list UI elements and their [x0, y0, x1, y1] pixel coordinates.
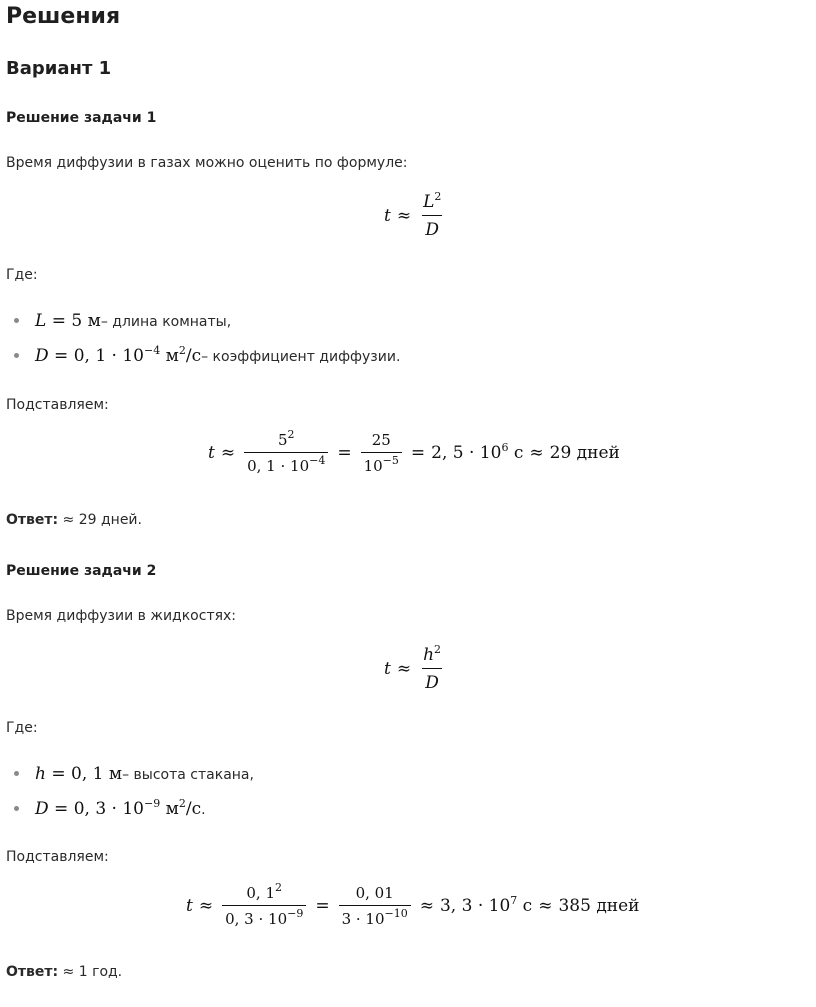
fraction-numerator: 0, 01 [355, 884, 394, 902]
item-var: h [35, 764, 46, 784]
denominator-value: 3 · 10 [341, 910, 385, 928]
item-unit: м [87, 311, 101, 331]
list-item [14, 799, 206, 819]
fraction-numerator [243, 881, 285, 905]
task1-where-label: Где: [6, 267, 38, 283]
unit-exponent: 2 [178, 344, 186, 357]
answer-label: Ответ: [6, 512, 59, 528]
calc-rel: ≈ [538, 896, 553, 916]
item-math [35, 346, 201, 366]
numerator-exponent: 2 [434, 643, 442, 656]
item-exponent: −9 [144, 797, 161, 810]
calc-rel: ≈ [198, 896, 214, 916]
item-exponent: −4 [144, 344, 161, 357]
task1-intro: Время диффузии в газах можно оценить по формуле: [6, 155, 408, 171]
task1-calculation [208, 428, 620, 475]
page-title: Решения [6, 4, 121, 29]
task1-heading: Решение задачи 1 [6, 110, 157, 126]
item-text: – коэффициент диффузии. [201, 349, 401, 365]
denominator-exponent: −5 [382, 454, 399, 467]
days-unit: дней [571, 443, 620, 463]
calc-days [558, 896, 639, 916]
calc-result [440, 896, 532, 916]
calc-result [431, 443, 523, 463]
numerator-base: h [423, 645, 435, 665]
item-unit: м [165, 799, 179, 819]
denominator-var: D [425, 220, 440, 240]
bullet-icon [14, 318, 19, 323]
task2-intro: Время диффузии в жидкостях: [6, 608, 237, 624]
fraction-denominator [339, 905, 411, 928]
calc-rel: = [315, 896, 330, 916]
task2-formula [384, 645, 447, 693]
calc-rel: ≈ [529, 443, 544, 463]
item-math [35, 311, 101, 331]
calc-rel: = [410, 443, 426, 463]
formula-fraction [420, 645, 444, 693]
task2-substitute-label: Подставляем: [6, 849, 109, 865]
bullet-icon [14, 771, 19, 776]
answer-value: ≈ 29 дней. [58, 512, 142, 528]
denominator-value: 0, 1 · 10 [247, 457, 310, 475]
item-value: 0, 1 [71, 764, 104, 784]
fraction-numerator: 25 [371, 431, 391, 449]
formula-fraction [420, 192, 444, 240]
result-value: 3, 3 · 10 [439, 896, 511, 916]
unit-tail: /с [185, 799, 202, 819]
list-item [14, 346, 400, 366]
denominator-exponent: −10 [384, 907, 408, 920]
denominator-exponent: −4 [309, 454, 326, 467]
item-eq: = [54, 799, 69, 819]
variant-heading: Вариант 1 [6, 58, 112, 79]
calc-days [550, 443, 620, 463]
numerator-value: 5 [277, 431, 288, 449]
task1-answer [6, 512, 142, 528]
numerator-exponent: 2 [434, 190, 442, 203]
item-eq: = [51, 311, 66, 331]
fraction-denominator [222, 905, 306, 928]
fraction-numerator [420, 645, 444, 668]
days-unit: дней [590, 896, 640, 916]
denominator-var: D [425, 673, 439, 693]
result-exponent: 7 [510, 894, 518, 907]
item-text: . [201, 802, 206, 818]
calc-rel: ≈ [419, 896, 434, 916]
numerator-exponent: 2 [275, 881, 283, 894]
fraction-denominator [361, 452, 402, 475]
item-unit: м [165, 346, 179, 366]
task2-calculation [186, 881, 640, 928]
item-value: 0, 3 · 10 [73, 799, 144, 819]
formula-rel: ≈ [396, 206, 412, 226]
calc-fraction [339, 884, 411, 928]
item-math [35, 764, 122, 784]
formula-lhs: t [384, 206, 391, 226]
item-math [35, 799, 201, 819]
denominator-exponent: −9 [287, 907, 304, 920]
calc-lhs: t [186, 896, 193, 916]
unit-tail: /с [185, 346, 202, 366]
result-unit: с [508, 443, 524, 463]
denominator-value: 0, 3 · 10 [225, 910, 288, 928]
item-eq: = [51, 764, 66, 784]
unit-exponent: 2 [178, 797, 186, 810]
numerator-exponent: 2 [287, 428, 295, 441]
task1-substitute-label: Подставляем: [6, 397, 109, 413]
fraction-denominator [422, 668, 442, 693]
fraction-numerator [420, 192, 444, 215]
formula-lhs: t [384, 659, 391, 679]
calc-rel: ≈ [220, 443, 236, 463]
list-item [14, 764, 254, 784]
calc-fraction [244, 428, 328, 475]
item-text: – длина комнаты, [100, 314, 232, 330]
answer-label: Ответ: [6, 964, 59, 980]
bullet-icon [14, 806, 19, 811]
item-text: – высота стакана, [122, 767, 254, 783]
item-var: D [35, 346, 49, 366]
days-value: 29 [549, 443, 572, 463]
fraction-denominator [244, 452, 328, 475]
calc-rel: = [337, 443, 352, 463]
calc-fraction [361, 431, 402, 475]
item-value: 0, 1 · 10 [73, 346, 144, 366]
result-unit: с [517, 896, 533, 916]
numerator-value: 0, 1 [246, 884, 276, 902]
task2-heading: Решение задачи 2 [6, 563, 157, 579]
item-value: 5 [71, 311, 83, 331]
item-var: L [35, 311, 47, 331]
item-var: D [35, 799, 49, 819]
item-unit: м [108, 764, 123, 784]
answer-value: ≈ 1 год. [58, 964, 123, 980]
fraction-numerator [275, 428, 298, 452]
calc-lhs: t [208, 443, 215, 463]
task2-where-label: Где: [6, 720, 38, 736]
result-value: 2, 5 · 10 [431, 443, 502, 463]
result-exponent: 6 [501, 441, 509, 454]
days-value: 385 [558, 896, 591, 916]
denominator-value: 10 [363, 457, 383, 475]
calc-fraction [222, 881, 306, 928]
numerator-base: L [423, 192, 435, 212]
task2-answer [6, 964, 122, 980]
task1-formula [384, 192, 447, 240]
fraction-denominator [422, 215, 442, 240]
item-eq: = [54, 346, 69, 366]
bullet-icon [14, 353, 19, 358]
list-item [14, 311, 231, 331]
formula-rel: ≈ [396, 659, 412, 679]
